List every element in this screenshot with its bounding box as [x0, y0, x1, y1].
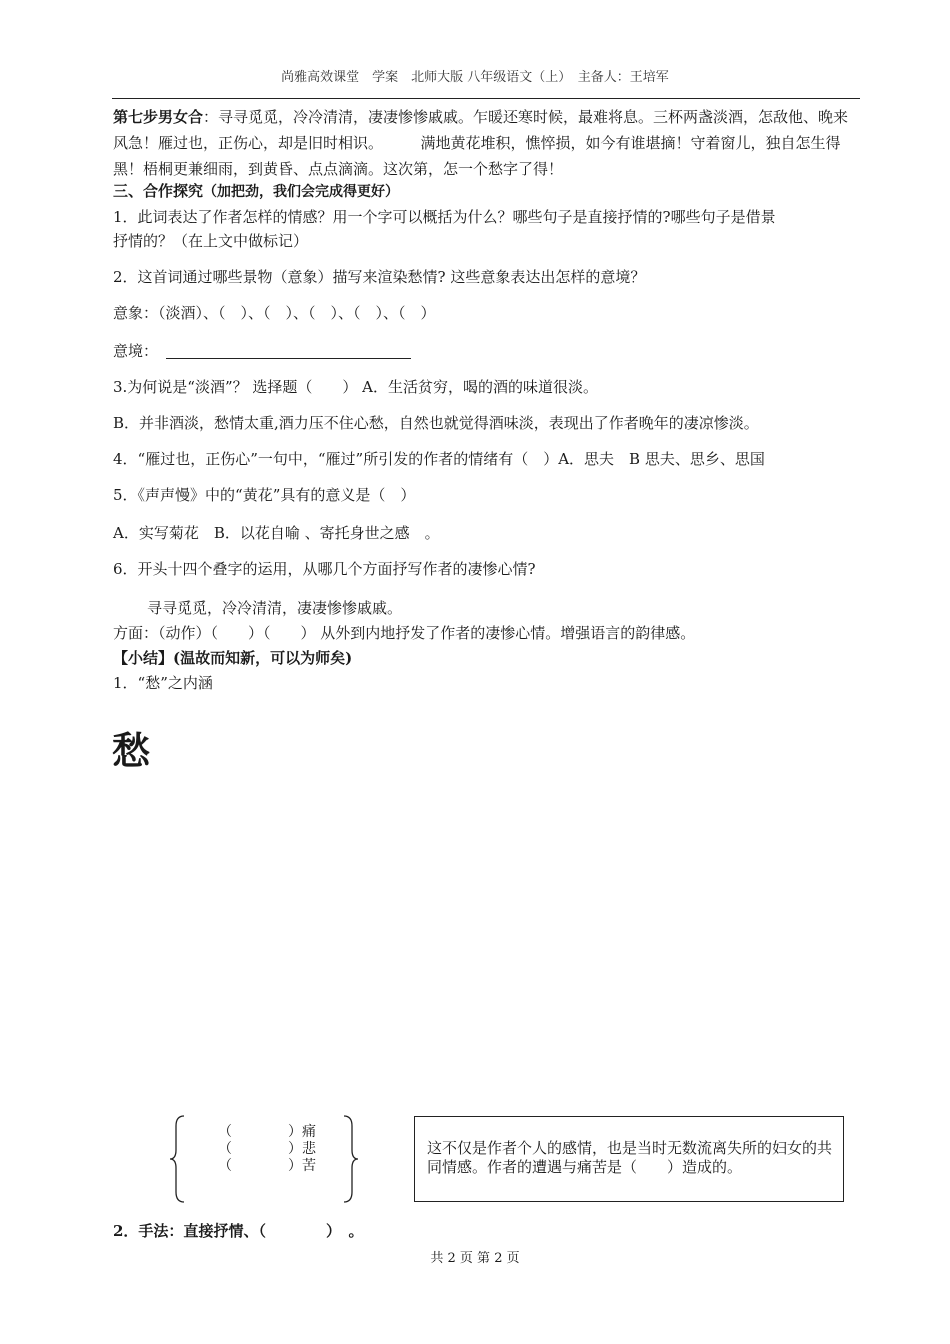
q4-text: 4．“雁过也，正伤心”一句中，“雁过”所引发的作者的情绪有（ ）A．思夫 B 思夫、思乡、思国	[113, 450, 765, 468]
step7-text: ：寻寻觅觅，冷冷清清，凄凄惨惨戚戚。乍暖还寒时候，最难将息。三杯两盏淡酒，怎敌他、晚来风急！雁过也，正伤心，却是旧时相识。 满地黄花堆积，憔悴损，如今有谁堪摘！守着窗儿，独自怎生得黑！梧桐更兼细雨，到黄昏、点点滴滴。这次第，怎一个愁字了得！	[113, 108, 849, 178]
emotion-blank-pain: （ ）痛	[218, 1124, 316, 1140]
header-rule	[112, 98, 860, 99]
mood-label: 意境：	[113, 342, 159, 360]
section3-heading	[113, 180, 399, 201]
step7-paragraph	[113, 104, 861, 182]
summary-title: 【小结】	[113, 649, 174, 667]
step7-label: 第七步男女合	[113, 108, 204, 126]
explanation-box	[414, 1116, 844, 1202]
q5-text: 5．《声声慢》中的“黄花”具有的意义是（ ）	[113, 486, 416, 504]
q3-option-b: B．并非酒淡，愁情太重,酒力压不住心愁，自然也就觉得酒味淡，表现出了作者晚年的凄凉惨淡。	[113, 414, 759, 432]
q6-text: 6．开头十四个叠字的运用，从哪几个方面抒写作者的凄惨心情?	[113, 560, 536, 578]
mood-blank[interactable]	[166, 344, 411, 359]
summary-note: (温故而知新，可以为师矣)	[173, 649, 353, 667]
q6-quote: 寻寻觅觅，冷冷清清，凄凄惨惨戚戚。	[147, 599, 403, 617]
section3-note: （加把劲，我们会完成得更好）	[203, 184, 400, 200]
left-brace-icon	[168, 1114, 188, 1204]
right-brace-icon	[340, 1114, 360, 1204]
technique-line: 2．手法：直接抒情、（ ） 。	[113, 1222, 364, 1240]
emotion-blank-bitter: （ ）苦	[218, 1158, 316, 1174]
page-header: 尚雅高效课堂 学案 北师大版 八年级语文（上） 主备人：王培军	[281, 70, 669, 85]
q2-text: 2．这首词通过哪些景物（意象）描写来渲染愁情? 这些意象表达出怎样的意境？	[113, 268, 646, 286]
q1-line2: 抒情的？（在上文中做标记）	[113, 232, 309, 250]
emotion-blank-sorrow: （ ）悲	[218, 1141, 316, 1157]
explanation-text: 这不仅是作者个人的感情，也是当时无数流离失所的妇女的共同情感。作者的遭遇与痛苦是（ ）造成的。	[427, 1139, 833, 1176]
q6-aspects: 方面：（动作）（ ）（ ） 从外到内地抒发了作者的凄惨心情。增强语言的韵律感。	[113, 624, 696, 642]
summary-heading	[113, 647, 352, 668]
section3-title: 三、合作探究	[113, 182, 204, 200]
q5-options: A．实写菊花 B．以花自喻 、寄托身世之感 。	[113, 524, 440, 542]
big-chou-char: 愁	[112, 729, 151, 773]
q1-line1: 1．此词表达了作者怎样的情感？用一个字可以概括为什么？哪些句子是直接抒情的?哪些句子是借景	[113, 208, 776, 226]
summary-item1: 1．“愁”之内涵	[113, 674, 213, 692]
imagery-line: 意象：（淡酒）、（ ）、（ ）、（ ）、（ ）、（ ）	[113, 304, 436, 322]
emotion-blanks-list	[218, 1124, 316, 1175]
mood-line	[113, 340, 411, 361]
page-footer: 共 2 页 第 2 页	[430, 1251, 520, 1266]
q3-text: 3.为何说是“淡酒”？ 选择题（ ） A．生活贫穷，喝的酒的味道很淡。	[113, 378, 599, 396]
